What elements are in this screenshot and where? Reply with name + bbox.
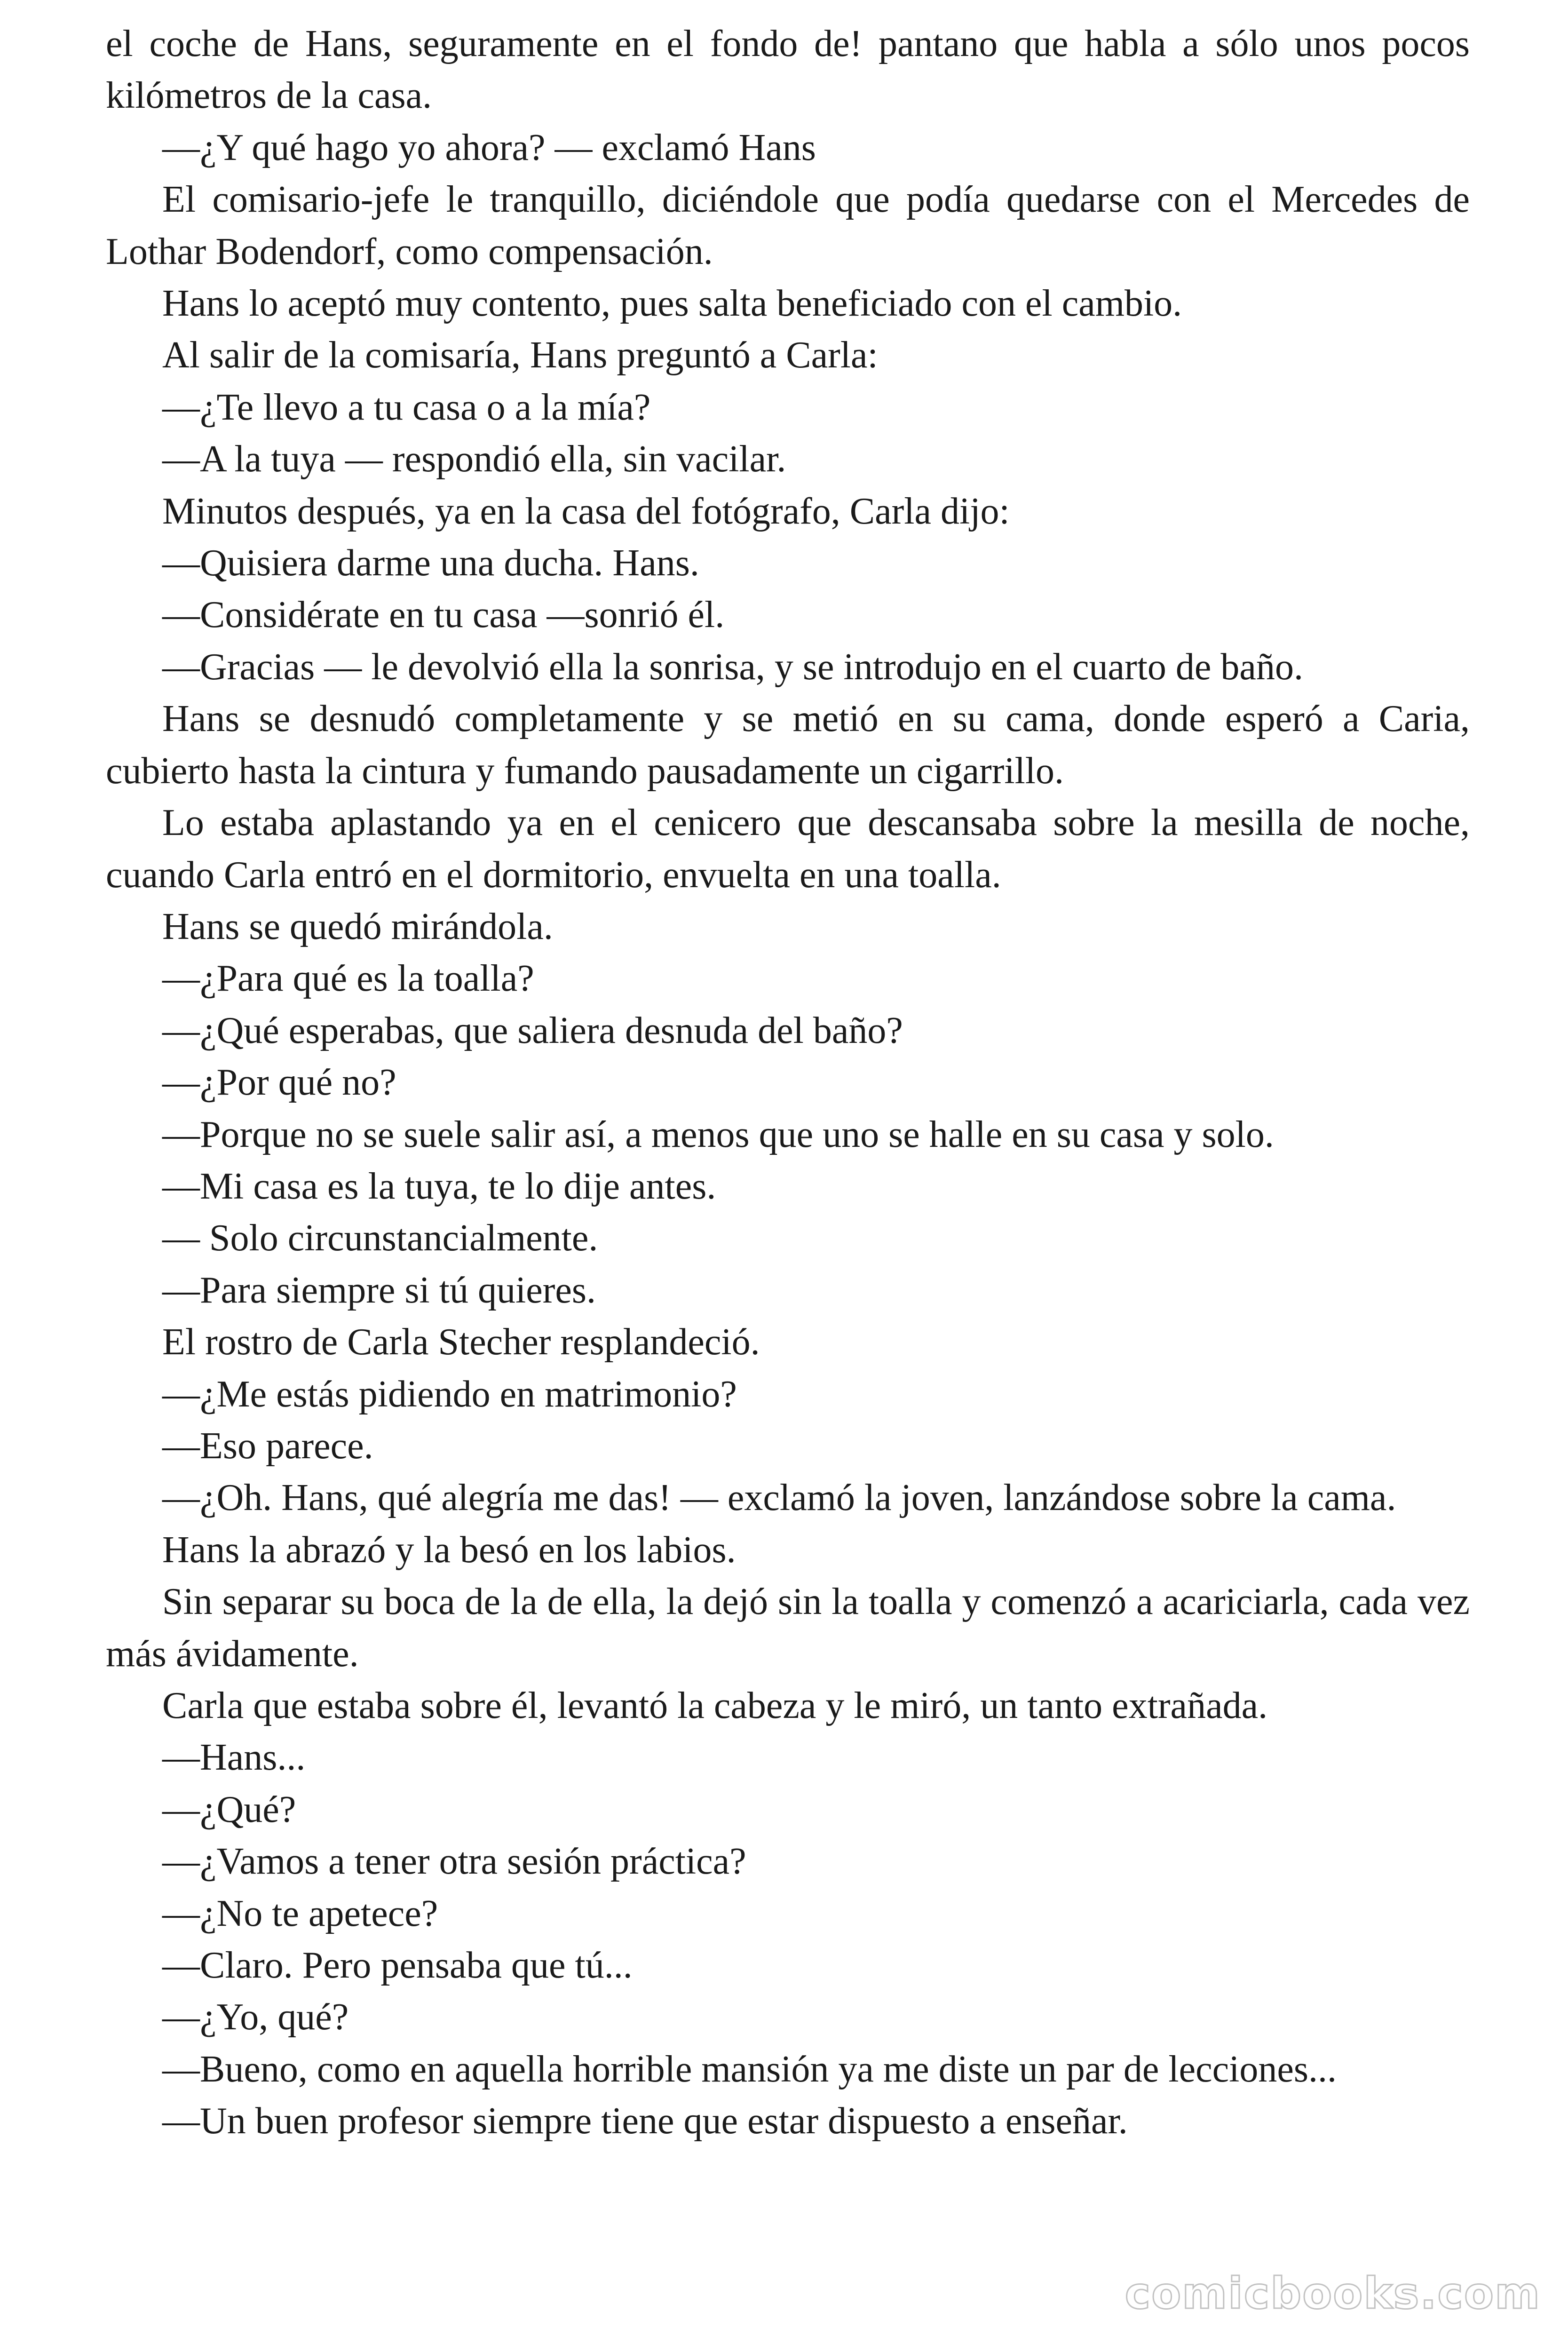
paragraph: Minutos después, ya en la casa del fotógrafo, Carla dijo:	[162, 490, 1010, 532]
paragraph: — Solo circunstancialmente.	[162, 1217, 598, 1259]
paragraph: —¿Oh. Hans, qué alegría me das! — exclamó la joven, lanzándose sobre la cama.	[162, 1477, 1396, 1519]
paragraph: —¿Me estás pidiendo en matrimonio?	[162, 1373, 737, 1415]
paragraph: —¿Y qué hago yo ahora? — exclamó Hans	[162, 127, 816, 168]
paragraph: —Porque no se suele salir así, a menos que uno se halle en su casa y solo.	[162, 1113, 1274, 1155]
paragraph: —¿Vamos a tener otra sesión práctica?	[162, 1841, 746, 1883]
paragraph: —Un buen profesor siempre tiene que estar dispuesto a enseñar.	[162, 2100, 1128, 2142]
paragraph: —Quisiera darme una ducha. Hans.	[162, 542, 699, 584]
paragraph: —¿Qué?	[162, 1788, 296, 1830]
paragraph: —Eso parece.	[162, 1425, 373, 1467]
paragraph: —¿Por qué no?	[162, 1062, 396, 1104]
paragraph: —A la tuya — respondió ella, sin vacilar.	[162, 438, 786, 480]
paragraph: —¿Te llevo a tu casa o a la mía?	[162, 386, 651, 428]
paragraph: —Para siempre si tú quieres.	[162, 1269, 596, 1311]
paragraph: El comisario-jefe le tranquillo, diciéndole que podía quedarse con el Mercedes de Lothar Bodendorf, como compensación.	[106, 179, 1470, 272]
paragraph: Hans lo aceptó muy contento, pues salta beneficiado con el cambio.	[162, 283, 1182, 325]
paragraph: —Gracias — le devolvió ella la sonrisa, y se introdujo en el cuarto de baño.	[162, 646, 1303, 688]
paragraph: —¿Yo, qué?	[162, 1996, 349, 2038]
paragraph: El rostro de Carla Stecher resplandeció.	[162, 1321, 760, 1363]
paragraph: Hans se desnudó completamente y se metió en su cama, donde esperó a Caria, cubierto hasta la cintura y fumando pausadamente un cigarrillo.	[106, 698, 1470, 792]
paragraph: —Bueno, como en aquella horrible mansión ya me diste un par de lecciones...	[162, 2048, 1337, 2090]
watermark-logo: comicbooks.com	[1125, 2268, 1541, 2319]
paragraph: el coche de Hans, seguramente en el fondo de! pantano que habla a sólo unos pocos kilómetros de la casa.	[106, 23, 1470, 117]
paragraph: —Claro. Pero pensaba que tú...	[162, 1945, 633, 1986]
paragraph: —Hans...	[162, 1737, 306, 1779]
paragraph: Lo estaba aplastando ya en el cenicero que descansaba sobre la mesilla de noche, cuando Carla entró en el dormitorio, envuelta en una toalla.	[106, 802, 1470, 896]
paragraph: Sin separar su boca de la de ella, la dejó sin la toalla y comenzó a acariciarla, cada vez más ávidamente.	[106, 1581, 1470, 1675]
paragraph: —Mi casa es la tuya, te lo dije antes.	[162, 1165, 716, 1207]
paragraph: —Considérate en tu casa —sonrió él.	[162, 594, 725, 636]
paragraph: —¿Qué esperabas, que saliera desnuda del baño?	[162, 1009, 903, 1051]
paragraph: Hans la abrazó y la besó en los labios.	[162, 1529, 736, 1571]
paragraph: Carla que estaba sobre él, levantó la cabeza y le miró, un tanto extrañada.	[162, 1685, 1268, 1726]
paragraph: Hans se quedó mirándola.	[162, 906, 553, 947]
paragraph: —¿No te apetece?	[162, 1892, 438, 1934]
document-page	[106, 18, 1470, 2147]
paragraph: Al salir de la comisaría, Hans preguntó a Carla:	[162, 334, 878, 376]
paragraph: —¿Para qué es la toalla?	[162, 958, 534, 1000]
